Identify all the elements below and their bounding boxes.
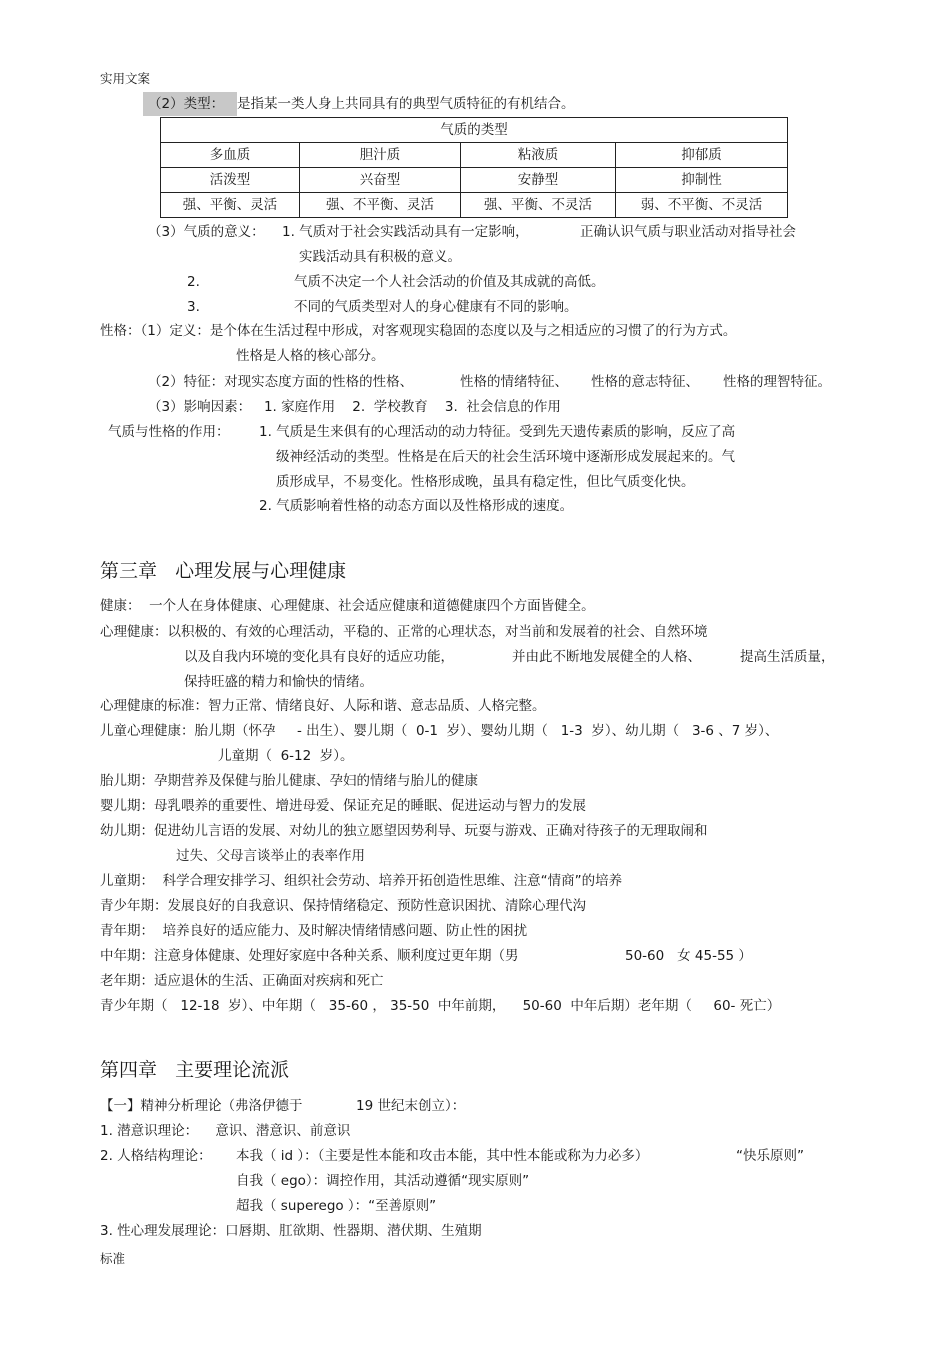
unconscious-theory: 1. 潜意识理论： 意识、潜意识、前意识	[100, 1123, 351, 1139]
preschool-period: 幼儿期：促进幼儿言语的发展、对幼儿的独立愿望因势利导、玩耍与游戏、正确对待孩子的无理取闹和	[100, 823, 708, 839]
table-title: 气质的类型	[161, 118, 788, 143]
table-row	[161, 143, 788, 168]
personality-structure-label: 2. 人格结构理论：	[100, 1148, 212, 1164]
meaning-label: （3）气质的意义：	[148, 224, 265, 240]
character-features: （2）特征：对现实态度方面的性格的性格、	[148, 374, 414, 390]
chapter-4-title: 第四章 主要理论流派	[100, 1059, 290, 1081]
table-cell: 活泼型	[161, 168, 300, 193]
meaning-item-2-number: 2.	[187, 274, 200, 290]
table-cell: 粘液质	[461, 143, 616, 168]
table-cell: 兴奋型	[300, 168, 461, 193]
role-label: 气质与性格的作用：	[108, 424, 230, 440]
teen-period: 青少年期：发展良好的自我意识、保持情绪稳定、预防性意识困扰、清除心理代沟	[100, 898, 586, 914]
age-ranges: 青少年期（ 12-18 岁）、中年期（ 35-60 ， 35-50 中年前期， 50-60 中年后期）老年期（ 60- 死亡）	[100, 998, 781, 1014]
meaning-item-3: 不同的气质类型对人的身心健康有不同的影响。	[294, 299, 578, 315]
table-cell: 胆汁质	[300, 143, 461, 168]
id-item: 本我（ id ）：（主要是性本能和攻击本能，其中性本能或称为力必多）	[236, 1148, 649, 1164]
table-cell: 抑郁质	[616, 143, 788, 168]
character-definition-cont: 性格是人格的核心部分。	[236, 348, 385, 364]
mental-health-definition-cont: 以及自我内环境的变化具有良好的适应功能，	[184, 649, 454, 665]
mental-health-definition-cont-b: 并由此不断地发展健全的人格、	[512, 649, 701, 665]
health-definition: 健康： 一个人在身体健康、心理健康、社会适应健康和道德健康四个方面皆健全。	[100, 598, 595, 614]
id-item-principle: “快乐原则”	[736, 1148, 804, 1164]
infant-period: 婴儿期：母乳喂养的重要性、增进母爱、保证充足的睡眠、促进运动与智力的发展	[100, 798, 586, 814]
type-label: （2）类型：	[148, 96, 225, 112]
header-label: 实用文案	[100, 71, 151, 86]
ego-item: 自我（ ego）：调控作用，其活动遵循“现实原则”	[236, 1173, 530, 1189]
chapter-3-title: 第三章 心理发展与心理健康	[100, 560, 347, 582]
child-mental-health-cont: 儿童期（ 6-12 岁）。	[218, 748, 354, 764]
table-cell: 安静型	[461, 168, 616, 193]
table-cell: 多血质	[161, 143, 300, 168]
role-item-1-cont: 级神经活动的类型。性格是在后天的社会生活环境中逐渐形成发展起来的。气	[276, 449, 735, 465]
table-cell: 强、平衡、不灵活	[461, 193, 616, 218]
fetal-period: 胎儿期：孕期营养及保健与胎儿健康、孕妇的情绪与胎儿的健康	[100, 773, 478, 789]
old-age-period: 老年期：适应退休的生活、正确面对疾病和死亡	[100, 973, 384, 989]
character-feature-will: 性格的意志特征、	[591, 374, 699, 390]
psychoanalysis-heading-cont: 19 世纪末创立）：	[356, 1098, 466, 1114]
meaning-item-1-cont: 正确认识气质与职业活动对指导社会	[580, 224, 796, 240]
character-factors: （3）影响因素： 1. 家庭作用 2. 学校教育 3. 社会信息的作用	[148, 399, 561, 415]
middle-age-period-ages: 50-60 女 45-55 ）	[625, 948, 752, 964]
meaning-item-1-cont2: 实践活动具有积极的意义。	[299, 249, 461, 265]
mental-health-standard: 心理健康的标准：智力正常、情绪良好、人际和谐、意志品质、人格完整。	[100, 698, 546, 714]
mental-health-definition-cont-c: 提高生活质量，	[740, 649, 835, 665]
mental-health-definition: 心理健康：以积极的、有效的心理活动，平稳的、正常的心理状态，对当前和发展着的社会、自然环境	[100, 624, 708, 640]
footer-label: 标准	[100, 1251, 126, 1266]
child-mental-health: 儿童心理健康：胎儿期（怀孕 - 出生）、婴儿期（ 0-1 岁）、婴幼儿期（ 1-3 岁）、幼儿期（ 3-6 、7 岁）、	[100, 723, 779, 739]
type-definition: 是指某一类人身上共同具有的典型气质特征的有机结合。	[237, 96, 575, 112]
role-item-1-cont2: 质形成早，不易变化。性格形成晚，虽具有稳定性，但比气质变化快。	[276, 474, 695, 490]
childhood-period: 儿童期： 科学合理安排学习、组织社会劳动、培养开拓创造性思维、注意“情商”的培养	[100, 873, 623, 889]
table-cell: 强、平衡、灵活	[161, 193, 300, 218]
middle-age-period: 中年期：注意身体健康、处理好家庭中各种关系、顺利度过更年期（男	[100, 948, 519, 964]
role-item-2: 2. 气质影响着性格的动态方面以及性格形成的速度。	[259, 498, 574, 514]
meaning-item-3-number: 3.	[187, 299, 200, 315]
character-definition: 性格：（1）定义：是个体在生活过程中形成，对客观现实稳固的态度以及与之相适应的习惯了的行为方式。	[100, 323, 737, 339]
temperament-table	[160, 117, 788, 218]
meaning-item-1: 1. 气质对于社会实践活动具有一定影响，	[282, 224, 529, 240]
role-item-1: 1. 气质是生来俱有的心理活动的动力特征。受到先天遗传素质的影响，反应了高	[259, 424, 736, 440]
table-cell: 弱、不平衡、不灵活	[616, 193, 788, 218]
table-row	[161, 118, 788, 143]
character-feature-intellect: 性格的理智特征。	[723, 374, 831, 390]
preschool-period-cont: 过失、父母言谈举止的表率作用	[176, 848, 365, 864]
mental-health-definition-cont2: 保持旺盛的精力和愉快的情绪。	[184, 674, 373, 690]
youth-period: 青年期： 培养良好的适应能力、及时解决情绪情感问题、防止性的困扰	[100, 923, 528, 939]
table-row	[161, 168, 788, 193]
table-cell: 抑制性	[616, 168, 788, 193]
psychosexual-theory: 3. 性心理发展理论：口唇期、肛欲期、性器期、潜伏期、生殖期	[100, 1223, 482, 1239]
meaning-item-2: 气质不决定一个人社会活动的价值及其成就的高低。	[294, 274, 605, 290]
superego-item: 超我（ superego ）：“至善原则”	[236, 1198, 437, 1214]
table-row	[161, 193, 788, 218]
table-cell: 强、不平衡、灵活	[300, 193, 461, 218]
psychoanalysis-heading: 【一】精神分析理论（弗洛伊德于	[100, 1098, 303, 1114]
character-feature-emotion: 性格的情绪特征、	[460, 374, 568, 390]
